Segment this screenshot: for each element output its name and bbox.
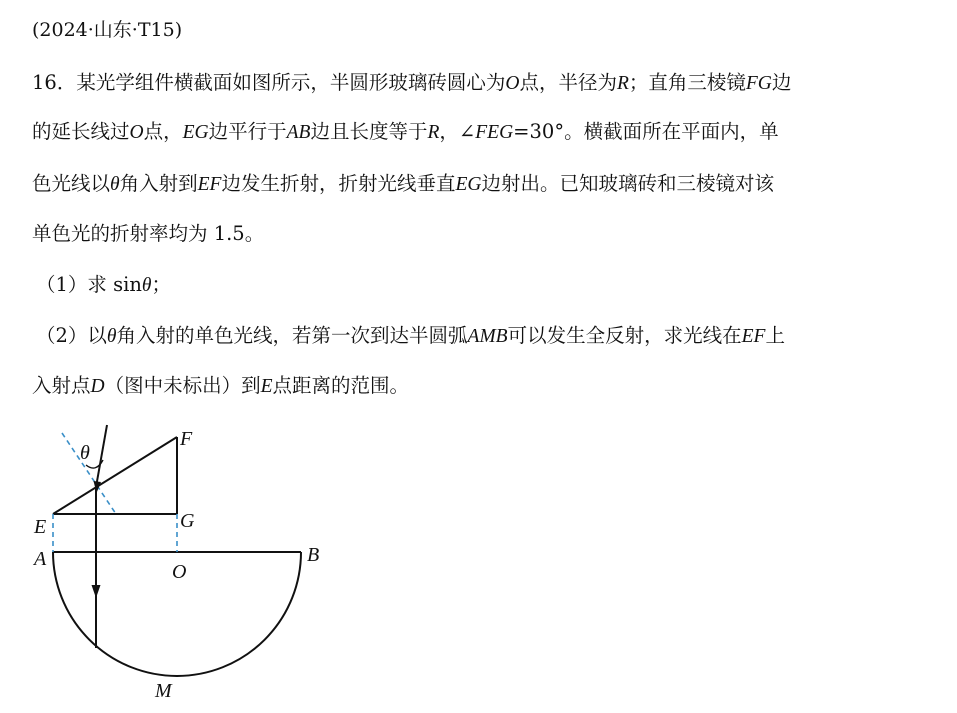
problem-number: 16．	[32, 71, 77, 94]
label-theta: θ	[80, 442, 90, 464]
label-B: B	[307, 544, 320, 566]
problem-line-4: 单色光的折射率均为 1.5。	[32, 222, 265, 245]
label-F: F	[180, 428, 193, 450]
optics-figure	[0, 415, 360, 713]
question-1: （1）求 sinθ；	[36, 273, 172, 296]
label-E: E	[34, 516, 47, 538]
source-tag: (2024·山东·T15)	[32, 19, 183, 41]
label-G: G	[180, 510, 195, 532]
label-O: O	[172, 561, 187, 583]
question-2: （2）以θ角入射的单色光线，若第一次到达半圆弧AMB可以发生全反射，求光线在EF上	[36, 324, 785, 347]
problem-line-3: 色光线以θ角入射到EF边发生折射，折射光线垂直EG边射出。已知玻璃砖和三棱镜对该	[32, 172, 774, 195]
label-M: M	[155, 680, 172, 702]
question-2-continued: 入射点D（图中未标出）到E点距离的范围。	[32, 374, 410, 397]
refracted-ray-arrow	[92, 585, 101, 598]
incident-ray	[96, 425, 107, 487]
label-A: A	[34, 548, 47, 570]
problem-line-1: 16．某光学组件横截面如图所示，半圆形玻璃砖圆心为O点，半径为R；直角三棱镜FG边	[32, 71, 792, 94]
problem-line-2: 的延长线过O点，EG边平行于AB边且长度等于R，∠FEG=30°。横截面所在平面内，单	[32, 120, 779, 143]
